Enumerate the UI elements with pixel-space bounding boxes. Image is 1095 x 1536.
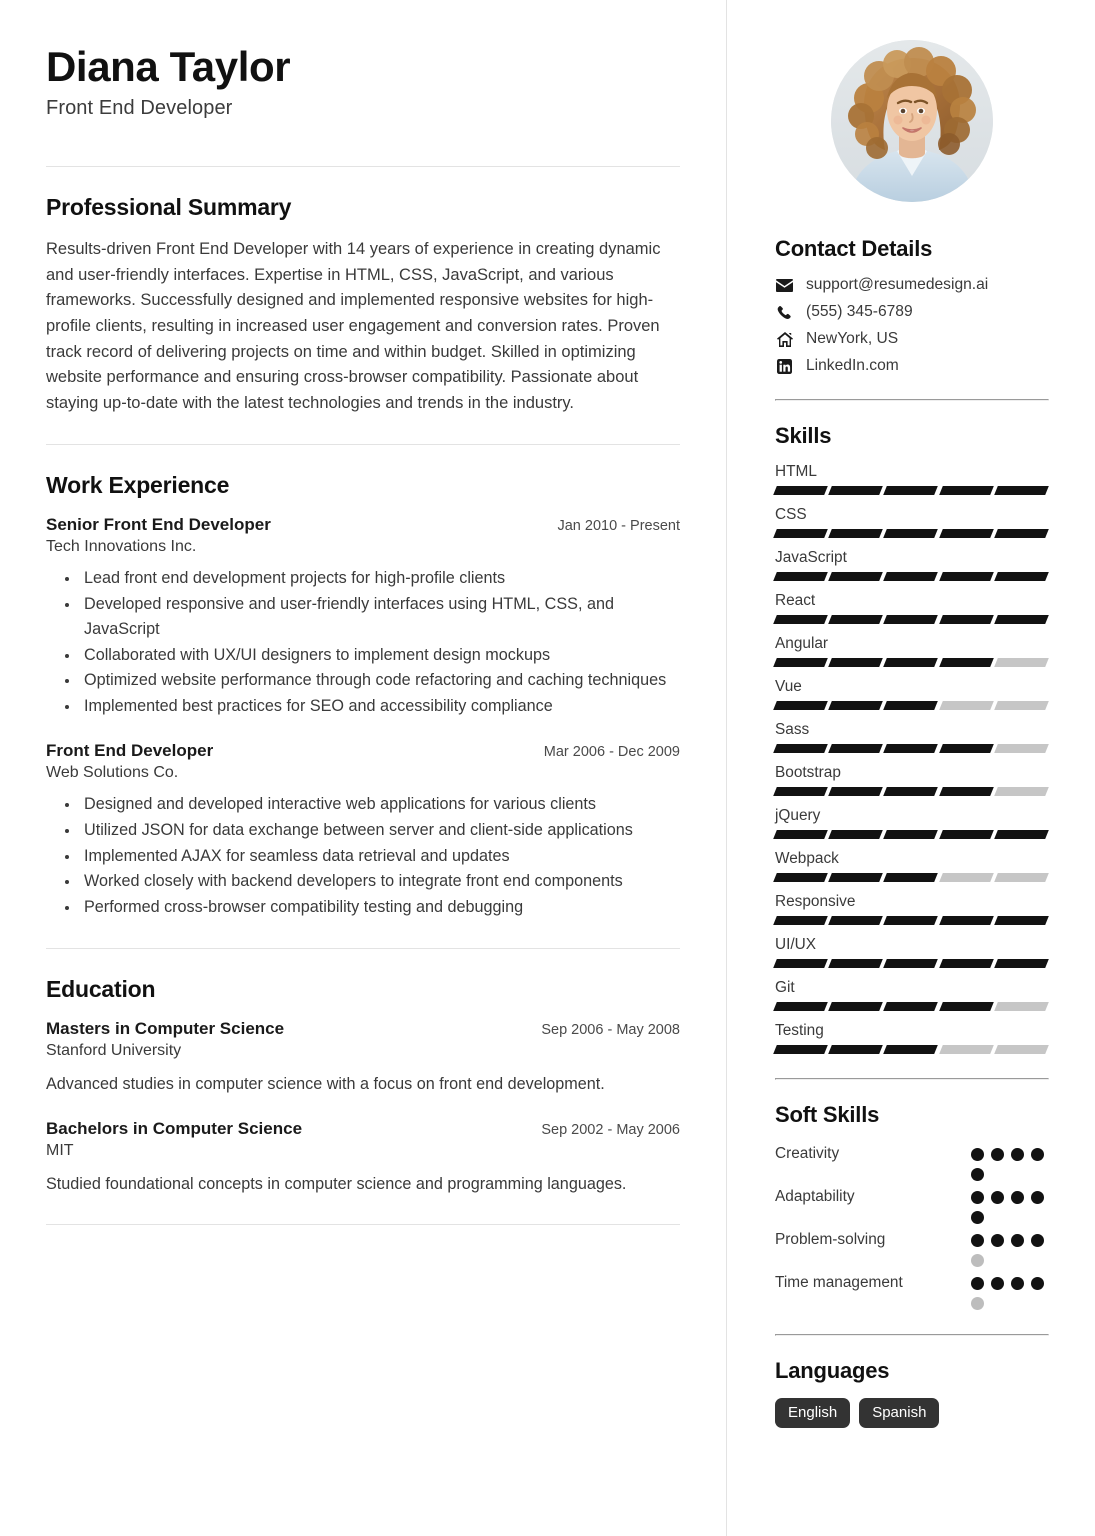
rating-dot: [991, 1277, 1004, 1290]
work-entry-bullets: [46, 792, 680, 920]
contact-item[interactable]: [775, 357, 1049, 375]
skill-row: [775, 721, 1049, 753]
skill-segment: [939, 1002, 994, 1011]
skill-level-bar: [775, 658, 1047, 667]
skill-segment: [994, 787, 1049, 796]
education-entry-degree: Bachelors in Computer Science: [46, 1118, 303, 1138]
section-heading: Professional Summary: [46, 194, 292, 221]
skill-segment: [773, 529, 828, 538]
skill-segment: [828, 658, 883, 667]
skill-segment: [773, 873, 828, 882]
skill-segment: [939, 1045, 994, 1054]
avatar: [831, 40, 993, 202]
bullet-item: • Implemented best practices for SEO and accessibility compliance: [80, 694, 680, 719]
header: [46, 44, 680, 120]
soft-skill-rating: [971, 1228, 1049, 1267]
education-entry: [46, 1019, 680, 1097]
skill-segment: [994, 830, 1049, 839]
skill-segment: [884, 1045, 939, 1054]
work-entry: [46, 741, 680, 920]
skill-segment: [994, 916, 1049, 925]
rating-dot: [1031, 1277, 1044, 1290]
skill-level-bar: [775, 916, 1047, 925]
skill-segment: [828, 830, 883, 839]
skill-segment: [939, 486, 994, 495]
skill-segment: [773, 658, 828, 667]
contact-item-value: support@resumedesign.ai: [806, 276, 989, 293]
bullet-item: • Worked closely with backend developers to integrate front end components: [80, 869, 680, 894]
skill-segment: [773, 787, 828, 796]
skill-segment: [994, 572, 1049, 581]
skill-level-bar: [775, 873, 1047, 882]
section-heading: Contact Details: [775, 236, 933, 261]
work-entry-organization: Tech Innovations Inc.: [46, 538, 197, 556]
language-tag: Spanish: [859, 1398, 939, 1428]
soft-skill-name: Time management: [775, 1274, 903, 1291]
soft-skills-list: [775, 1142, 1049, 1310]
soft-skill-name: Creativity: [775, 1145, 840, 1162]
skill-segment: [939, 959, 994, 968]
skill-segment: [884, 701, 939, 710]
education-entry-description: Studied foundational concepts in computer science and programming languages.: [46, 1174, 627, 1193]
work-entry-date: Mar 2006 - Dec 2009: [543, 743, 680, 760]
bullet-item: • Developed responsive and user-friendly interfaces using HTML, CSS, and JavaScript: [80, 592, 680, 642]
rating-dot: [971, 1211, 984, 1224]
bullet-item: • Lead front end development projects for high-profile clients: [80, 566, 680, 591]
education-entry-date: Sep 2006 - May 2008: [541, 1021, 680, 1038]
skill-segment: [994, 701, 1049, 710]
skill-segment: [939, 701, 994, 710]
skill-level-bar: [775, 787, 1047, 796]
rating-dot: [971, 1277, 984, 1290]
skill-level-bar: [775, 1002, 1047, 1011]
skill-name: Sass: [775, 721, 810, 738]
skill-name: JavaScript: [775, 549, 847, 566]
skill-name: HTML: [775, 463, 817, 480]
bullet-item: • Performed cross-browser compatibility testing and debugging: [80, 895, 680, 920]
skill-segment: [884, 572, 939, 581]
rating-dot: [971, 1168, 984, 1181]
home-icon: [775, 330, 794, 348]
avatar-wrapper: [775, 40, 1049, 202]
skill-segment: [939, 787, 994, 796]
language-tag: English: [775, 1398, 850, 1428]
skill-level-bar: [775, 744, 1047, 753]
skill-row: [775, 549, 1049, 581]
skill-segment: [828, 1045, 883, 1054]
section-heading: Education: [46, 975, 156, 1002]
education-entry-description: Advanced studies in computer science with a focus on front end development.: [46, 1074, 605, 1093]
contact-item-value: (555) 345-6789: [806, 303, 913, 320]
rating-dot: [971, 1254, 984, 1267]
skill-segment: [994, 1045, 1049, 1054]
soft-skill-row: [775, 1185, 1049, 1224]
skill-segment: [884, 830, 939, 839]
skill-segment: [773, 830, 828, 839]
education-entry-degree: Masters in Computer Science: [46, 1018, 285, 1038]
work-entry-organization: Web Solutions Co.: [46, 763, 179, 781]
skill-segment: [939, 529, 994, 538]
skill-segment: [773, 615, 828, 624]
work-entry: [46, 515, 680, 719]
linkedin-icon: [775, 357, 794, 375]
skill-name: Git: [775, 979, 795, 996]
bullet-item: • Implemented AJAX for seamless data retrieval and updates: [80, 844, 680, 869]
skill-row: [775, 936, 1049, 968]
skill-segment: [994, 486, 1049, 495]
skill-row: [775, 463, 1049, 495]
skill-name: Bootstrap: [775, 764, 841, 781]
skill-name: Angular: [775, 635, 829, 652]
phone-icon: [775, 303, 794, 321]
rating-dot: [991, 1148, 1004, 1161]
skill-level-bar: [775, 529, 1047, 538]
skill-segment: [828, 572, 883, 581]
skill-level-bar: [775, 959, 1047, 968]
skill-segment: [828, 873, 883, 882]
skill-segment: [884, 744, 939, 753]
skills-list: [775, 463, 1049, 1054]
skill-segment: [994, 615, 1049, 624]
skill-segment: [939, 572, 994, 581]
page-title: Diana Taylor: [46, 43, 291, 90]
skill-segment: [884, 959, 939, 968]
rating-dot: [991, 1234, 1004, 1247]
soft-skill-row: [775, 1271, 1049, 1310]
rating-dot: [1011, 1277, 1024, 1290]
rating-dot: [1031, 1191, 1044, 1204]
section-contact-details: [775, 236, 1049, 375]
soft-skill-rating: [971, 1142, 1049, 1181]
skill-name: Responsive: [775, 893, 856, 910]
skill-name: jQuery: [775, 807, 821, 824]
skill-segment: [994, 529, 1049, 538]
skill-level-bar: [775, 701, 1047, 710]
language-tag-list: [775, 1398, 1049, 1428]
bullet-item: • Collaborated with UX/UI designers to implement design mockups: [80, 643, 680, 668]
skill-segment: [994, 1002, 1049, 1011]
section-heading: Languages: [775, 1358, 890, 1383]
skill-level-bar: [775, 615, 1047, 624]
skill-segment: [828, 787, 883, 796]
skill-segment: [828, 529, 883, 538]
section-work-experience: [46, 445, 680, 920]
summary-text: Results-driven Front End Developer with 14 years of experience in creating dynamic and user-friendly interfaces. Expertise in HTML, CSS, JavaScript, and various frameworks. Successfully designed and implemented responsive websites for high-profile clients, resulting in increased user engagement and conversion rates. Proven track record of delivering projects on time and within budget. Skilled in optimizing website performance and ensuring cross-browser compatibility. Passionate about staying up-to-date with the latest technologies and trends in the industry.: [46, 240, 661, 412]
soft-skill-rating: [971, 1185, 1049, 1224]
work-entry-date: Jan 2010 - Present: [557, 518, 680, 535]
soft-skill-name: Problem-solving: [775, 1231, 886, 1248]
education-entry-list: [46, 1019, 680, 1197]
skill-row: [775, 807, 1049, 839]
skill-segment: [939, 615, 994, 624]
skill-name: Testing: [775, 1022, 824, 1039]
rating-dot: [1011, 1191, 1024, 1204]
work-entry-role: Front End Developer: [46, 740, 214, 760]
skill-segment: [884, 916, 939, 925]
education-entry-school: MIT: [46, 1141, 74, 1159]
skill-segment: [773, 701, 828, 710]
skill-row: [775, 1022, 1049, 1054]
skill-segment: [884, 486, 939, 495]
education-entry-header: [46, 1119, 680, 1139]
section-skills: [775, 401, 1049, 1054]
contact-item-value: LinkedIn.com: [806, 357, 899, 374]
work-entry-role: Senior Front End Developer: [46, 515, 271, 535]
skill-segment: [884, 873, 939, 882]
rating-dot: [971, 1191, 984, 1204]
rating-dot: [1011, 1148, 1024, 1161]
skill-name: CSS: [775, 506, 807, 523]
rating-dot: [1011, 1234, 1024, 1247]
skill-segment: [828, 701, 883, 710]
bullet-item: • Utilized JSON for data exchange between server and client-side applications: [80, 818, 680, 843]
section-heading: Skills: [775, 423, 832, 448]
section-heading: Soft Skills: [775, 1102, 880, 1127]
skill-level-bar: [775, 572, 1047, 581]
skill-name: React: [775, 592, 816, 609]
skill-segment: [939, 830, 994, 839]
contact-item[interactable]: [775, 330, 1049, 348]
skill-segment: [939, 873, 994, 882]
rating-dot: [971, 1148, 984, 1161]
skill-row: [775, 678, 1049, 710]
rating-dot: [991, 1191, 1004, 1204]
skill-segment: [884, 529, 939, 538]
education-entry: [46, 1119, 680, 1197]
skill-segment: [884, 658, 939, 667]
skill-row: [775, 764, 1049, 796]
skill-row: [775, 979, 1049, 1011]
section-heading: Work Experience: [46, 472, 230, 499]
skill-row: [775, 592, 1049, 624]
skill-name: Vue: [775, 678, 802, 695]
skill-level-bar: [775, 1045, 1047, 1054]
work-entry-bullets: [46, 566, 680, 719]
skill-segment: [939, 916, 994, 925]
skill-segment: [939, 744, 994, 753]
skill-segment: [773, 1045, 828, 1054]
skill-segment: [828, 615, 883, 624]
skill-segment: [828, 916, 883, 925]
rating-dot: [1031, 1234, 1044, 1247]
skill-row: [775, 506, 1049, 538]
work-entry-header: [46, 741, 680, 761]
skill-segment: [773, 916, 828, 925]
contact-list: [775, 276, 1049, 375]
sidebar-column: [727, 0, 1095, 1536]
skill-segment: [828, 959, 883, 968]
rating-dot: [1031, 1148, 1044, 1161]
skill-segment: [884, 615, 939, 624]
skill-segment: [773, 486, 828, 495]
skill-segment: [939, 658, 994, 667]
section-professional-summary: [46, 167, 680, 416]
skill-level-bar: [775, 486, 1047, 495]
contact-item[interactable]: [775, 276, 1049, 294]
rating-dot: [971, 1234, 984, 1247]
education-entry-date: Sep 2002 - May 2006: [541, 1121, 680, 1138]
education-entry-school: Stanford University: [46, 1041, 182, 1059]
skill-segment: [773, 744, 828, 753]
skill-row: [775, 635, 1049, 667]
skill-level-bar: [775, 830, 1047, 839]
envelope-icon: [775, 276, 794, 294]
soft-skill-row: [775, 1142, 1049, 1181]
skill-segment: [828, 486, 883, 495]
portrait-photo-icon: [831, 40, 993, 202]
skill-segment: [828, 744, 883, 753]
skill-segment: [773, 572, 828, 581]
skill-row: [775, 893, 1049, 925]
skill-segment: [994, 744, 1049, 753]
rating-dot: [971, 1297, 984, 1310]
soft-skill-rating: [971, 1271, 1049, 1310]
job-title: Front End Developer: [46, 97, 233, 120]
skill-segment: [994, 959, 1049, 968]
section-education: [46, 949, 680, 1197]
skill-segment: [828, 1002, 883, 1011]
work-entry-list: [46, 515, 680, 920]
skill-segment: [994, 873, 1049, 882]
skill-segment: [884, 1002, 939, 1011]
skill-segment: [773, 1002, 828, 1011]
bullet-item: • Designed and developed interactive web applications for various clients: [80, 792, 680, 817]
soft-skill-name: Adaptability: [775, 1188, 855, 1205]
skill-name: UI/UX: [775, 936, 817, 953]
work-entry-header: [46, 515, 680, 535]
skill-row: [775, 850, 1049, 882]
contact-item-value: NewYork, US: [806, 330, 899, 347]
contact-item[interactable]: [775, 303, 1049, 321]
section-languages: [775, 1336, 1049, 1428]
bullet-item: • Optimized website performance through code refactoring and caching techniques: [80, 668, 680, 693]
soft-skill-row: [775, 1228, 1049, 1267]
section-soft-skills: [775, 1080, 1049, 1310]
skill-segment: [994, 658, 1049, 667]
divider: [46, 1224, 680, 1225]
education-entry-header: [46, 1019, 680, 1039]
skill-segment: [773, 959, 828, 968]
skill-name: Webpack: [775, 850, 839, 867]
skill-segment: [884, 787, 939, 796]
